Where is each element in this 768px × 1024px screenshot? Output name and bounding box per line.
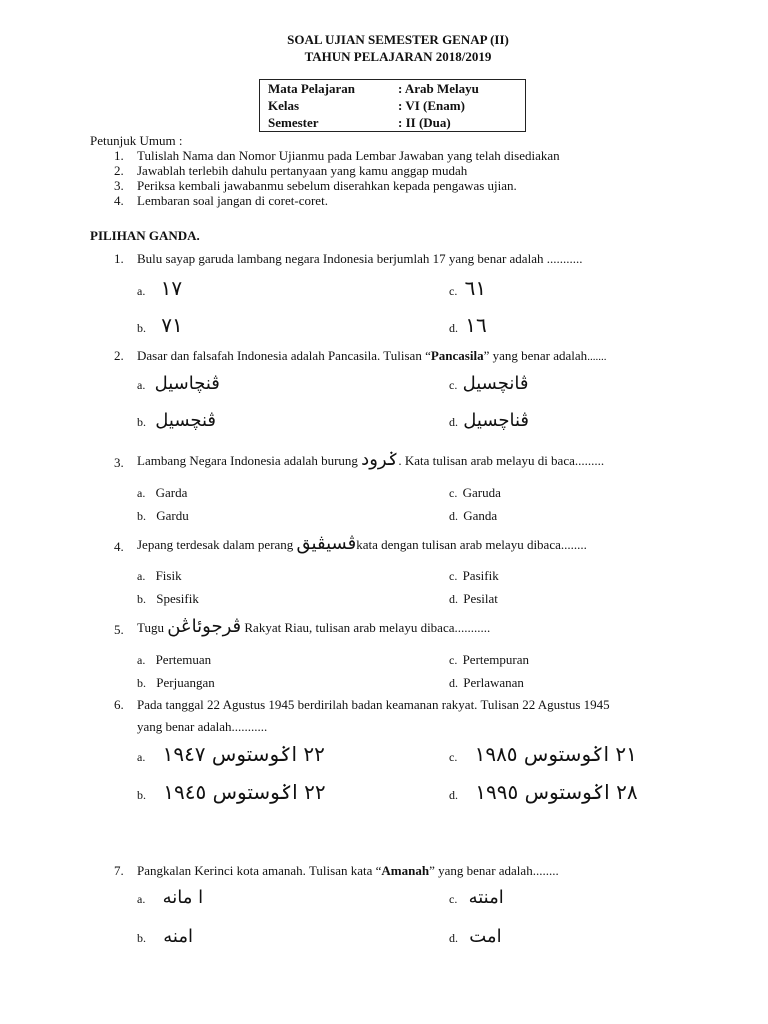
question-text [137,348,606,364]
question-text-part: kata dengan tulisan arab melayu dibaca........ [356,537,587,552]
option-letter: b. [137,931,146,945]
option-d [449,313,487,337]
option-value: Ganda [463,508,498,523]
option-value: ڤنچاسيل [154,373,220,394]
option-a [137,485,187,501]
option-a [137,373,220,394]
question-arabic: ڤرجوئاڠن [167,616,242,637]
question-number: 3. [114,455,124,470]
option-value: ٢٢ اݢوستوس ١٩٤٧ [162,742,325,766]
option-value: ا مانه [162,887,204,908]
option-letter: d. [449,592,458,606]
info-label: Mata Pelajaran [268,81,356,96]
option-value: ڤانچسيل [462,373,529,394]
option-letter: c. [449,653,458,667]
info-class [268,98,465,114]
option-b [137,313,183,337]
option-c [449,373,528,394]
option-value: ڤناچسيل [463,410,530,431]
option-value: Spesifik [156,591,199,606]
option-value: ١٧ [160,276,183,300]
question-text [137,616,490,637]
question-text [137,449,604,470]
option-letter: d. [449,788,458,802]
info-label: Semester [268,115,319,130]
option-letter: d. [449,509,458,523]
question-text-part: ” yang benar adalah [483,348,588,363]
option-d [449,675,524,691]
option-c [449,485,501,501]
option-value: ٦١ [464,276,487,300]
option-b [137,591,199,607]
option-letter: a. [137,486,146,500]
question-number: 1. [114,251,124,266]
option-letter: a. [137,569,146,583]
option-value: امنه [163,926,193,947]
question-text-part: Tugu [137,620,164,635]
option-letter: c. [449,284,458,298]
instruction-item: Tulislah Nama dan Nomor Ujianmu pada Lembar Jawaban yang telah disediakan [137,148,560,163]
option-b [137,410,216,431]
option-a [137,742,325,766]
question-text-part: Rakyat Riau, tulisan arab melayu dibaca........... [244,620,491,635]
question-arabic: ڤسيڤيق [296,533,357,554]
option-c [449,568,499,584]
option-value: امنته [468,887,504,908]
option-letter: b. [137,676,146,690]
option-b [137,780,326,804]
info-value: : VI (Enam) [398,98,465,113]
option-value: ٢٢ اݢوستوس ١٩٤٥ [163,780,326,804]
question-text-part: Jepang terdesak dalam perang [137,537,294,552]
question-keyword: Pancasila [430,348,484,363]
instruction-item: Periksa kembali jawabanmu sebelum diserahkan kepada pengawas ujian. [137,178,517,193]
option-value: امت [469,926,502,947]
option-a [137,887,203,908]
option-value: Fisik [155,568,182,583]
question-number: 2. [114,348,124,363]
option-letter: c. [449,892,458,906]
instruction-number: 4. [114,193,124,208]
instruction-number: 1. [114,148,124,163]
option-letter: c. [449,569,458,583]
question-arabic: ݢرود [361,449,399,470]
academic-year: TAHUN PELAJARAN 2018/2019 [304,49,492,64]
option-value: ٧١ [161,313,183,337]
question-dots: ....... [587,351,607,363]
option-letter: c. [449,750,458,764]
instruction-number: 2. [114,163,124,178]
question-text: Bulu sayap garuda lambang negara Indonesia berjumlah 17 yang benar adalah ........... [137,251,583,266]
question-text-line2: yang benar adalah........... [137,719,268,734]
option-value: Pasifik [462,568,499,583]
option-value: Perjuangan [156,675,215,690]
option-b [137,675,215,691]
question-number: 6. [114,697,124,712]
option-letter: a. [137,653,146,667]
question-text-part: . Kata tulisan arab melayu di baca......... [398,453,605,468]
subject-info-box [259,79,526,132]
option-value: Pesilat [463,591,498,606]
option-c [449,652,529,668]
exam-title: SOAL UJIAN SEMESTER GENAP (II) [287,32,509,47]
option-letter: b. [137,592,146,606]
question-text-part: ” yang benar adalah........ [429,863,559,878]
info-semester [268,115,451,131]
option-letter: d. [449,676,458,690]
option-value: Garda [155,485,188,500]
option-value: ٢١ اݢوستوس ١٩٨٥ [474,742,637,766]
option-value: ١٦ [465,313,487,337]
info-label: Kelas [268,98,300,113]
option-value: Pertempuran [462,652,529,667]
question-number: 4. [114,539,124,554]
option-c [449,276,486,300]
option-value: ڤنچسيل [155,410,217,431]
option-c [449,742,637,766]
option-value: Garuda [462,485,501,500]
option-letter: a. [137,284,146,298]
option-letter: d. [449,931,458,945]
option-value: Perlawanan [463,675,524,690]
option-letter: a. [137,892,146,906]
option-letter: b. [137,415,146,429]
section-title: PILIHAN GANDA. [90,228,200,243]
question-text-part: Lambang Negara Indonesia adalah burung [137,453,358,468]
option-c [449,887,504,908]
option-letter: b. [137,788,146,802]
question-keyword: Amanah [381,863,430,878]
instruction-item: Jawablah terlebih dahulu pertanyaan yang kamu anggap mudah [137,163,468,178]
info-value: : II (Dua) [398,115,451,130]
option-d [449,508,497,524]
option-letter: a. [137,378,146,392]
option-value: Pertemuan [155,652,212,667]
option-value: ٢٨ اݢوستوس ١٩٩٥ [475,780,638,804]
info-subject [268,81,479,97]
option-d [449,591,498,607]
option-letter: c. [449,378,458,392]
option-d [449,926,502,947]
option-b [137,926,193,947]
option-letter: b. [137,509,146,523]
question-text-part: Pangkalan Kerinci kota amanah. Tulisan kata “ [137,863,382,878]
instructions-heading: Petunjuk Umum : [90,133,183,148]
option-b [137,508,189,524]
option-letter: c. [449,486,458,500]
option-d [449,780,638,804]
option-a [137,276,182,300]
option-a [137,652,211,668]
question-text-part: Dasar dan falsafah Indonesia adalah Pancasila. Tulisan “ [137,348,431,363]
option-letter: a. [137,750,146,764]
question-text [137,863,559,879]
question-text [137,533,587,554]
option-a [137,568,182,584]
question-text: Pada tanggal 22 Agustus 1945 berdirilah badan keamanan rakyat. Tulisan 22 Agustus 1945 [137,697,610,712]
option-value: Gardu [156,508,189,523]
option-letter: b. [137,321,146,335]
instruction-number: 3. [114,178,124,193]
option-letter: d. [449,415,458,429]
option-d [449,410,529,431]
instruction-item: Lembaran soal jangan di coret-coret. [137,193,328,208]
question-number: 5. [114,622,124,637]
info-value: : Arab Melayu [398,81,479,96]
question-number: 7. [114,863,124,878]
option-letter: d. [449,321,458,335]
